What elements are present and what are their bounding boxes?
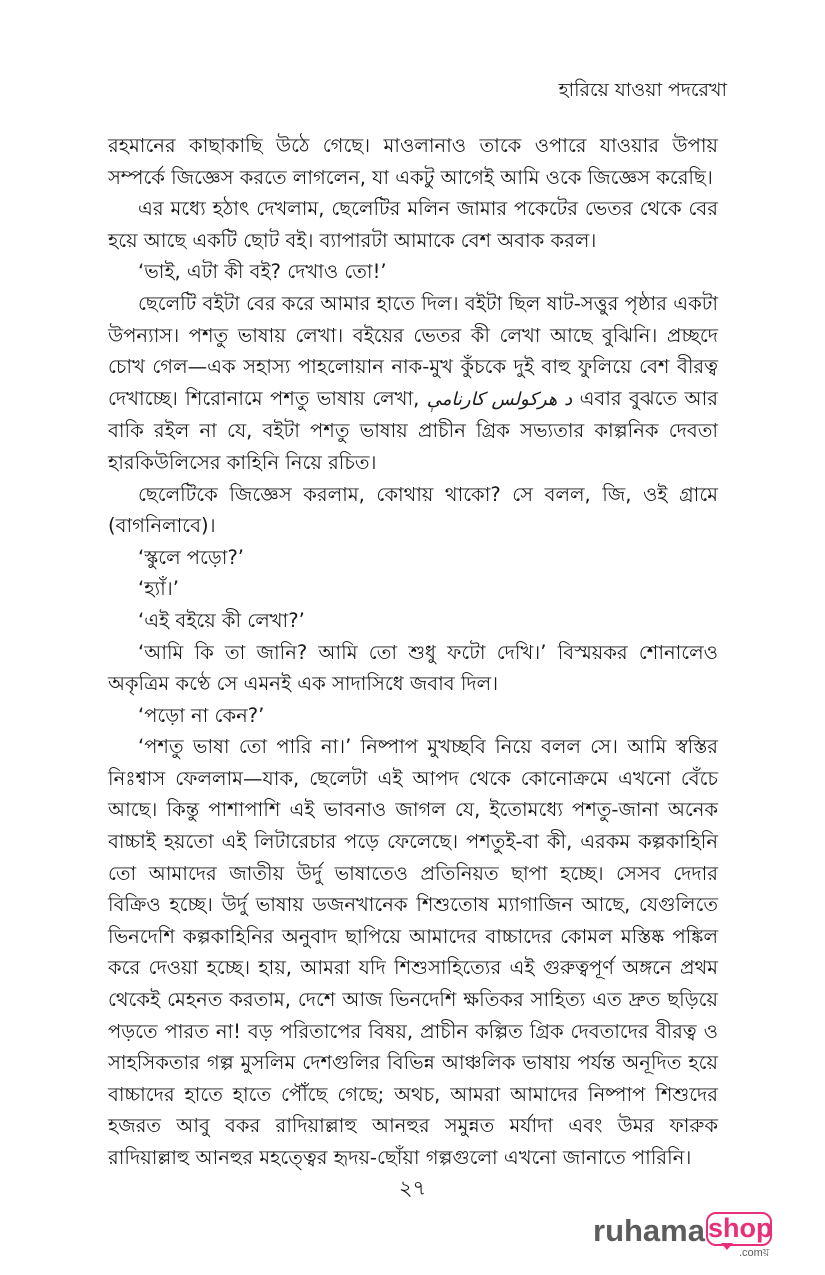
page-number: ২৭ xyxy=(398,1176,427,1200)
paragraph-7: ‘হ্যাঁ।’ xyxy=(138,577,179,601)
paragraph-11: ‘পশতু ভাষা তো পারি না।’ নিষ্পাপ মুখচ্ছবি নিয়ে বলল সে। আমি স্বস্তির নিঃশ্বাস ফেললাম—যাক, ছেলেটা এই আপদ থেকে কোনোক্রমে এখনো বেঁচে আছে। কিন্তু পাশাপাশি এই ভাবনাও জাগল যে, ইতোমধ্যে পশতু-জানা অনেক বাচ্চাই হয়তো এই লিটারেচার পড়ে ফেলেছে। পশতুই-বা কী, এরকম কল্পকাহিনি তো আমাদের জাতীয় উর্দু ভাষাতেও প্রতিনিয়ত ছাপা হচ্ছে। সেসব দেদার বিক্রিও হচ্ছে। উর্দু ভাষায় ডজনখানেক শিশুতোষ ম্যাগাজিন আছে, যেগুলিতে ভিনদেশি কল্পকাহিনির অনুবাদ ছাপিয়ে আমাদের বাচ্চাদের কোমল মস্তিষ্ক পঙ্কিল করে দেওয়া হচ্ছে। হায়, আমরা যদি শিশুসাহিত্যের এই গুরুত্বপূর্ণ অঙ্গনে প্রথম থেকেই মেহনত করতাম, দেশে আজ ভিনদেশি ক্ষতিকর সাহিত্য এত দ্রুত ছড়িয়ে পড়তে পারত না! বড় পরিতাপের বিষয়, প্রাচীন কল্পিত গ্রিক দেবতাদের বীরত্ব ও সাহসিকতার গল্প মুসলিম দেশগুলির বিভিন্ন আঞ্চলিক ভাষায় পর্যন্ত অনূদিত হয়ে বাচ্চাদের হাতে হাতে পৌঁছে গেছে; অথচ, আমরা আমাদের নিষ্পাপ শিশুদের হজরত আবু বকর রাদিয়াল্লাহু আনহুর সমুন্নত মর্যাদা এবং উমর ফারুক রাদিয়াল্লাহু আনহুর মহত্ত্বের হৃদয়-ছোঁয়া গল্পগুলো এখনো জানাতে পারিনি। xyxy=(108,735,718,1169)
paragraph-1: রহমানের কাছাকাছি উঠে গেছে। মাওলানাও তাকে ওপারে যাওয়ার উপায় সম্পর্কে জিজ্ঞেস করতে লাগলেন, যা একটু আগেই আমি ওকে জিজ্ঞেস করেছি। xyxy=(108,134,718,189)
logo-text-shop-bubble: shop xyxy=(706,1212,772,1246)
body-text xyxy=(108,130,718,1174)
paragraph-3: ‘ভাই, এটা কী বই? দেখাও তো!’ xyxy=(138,260,387,284)
paragraph-5: ছেলেটিকে জিজ্ঞেস করলাম, কোথায় থাকো? সে বলল, জি, ওই গ্রামে (বাগনিলাবে)। xyxy=(108,482,718,538)
pashto-book-title: د هرکولس کارنامې xyxy=(426,388,573,410)
paragraph-6: ‘স্কুলে পড়ো?’ xyxy=(138,545,245,569)
paragraph-8: ‘এই বইয়ে কী লেখা?’ xyxy=(138,608,305,632)
paragraph-2: এর মধ্যে হঠাৎ দেখলাম, ছেলেটির মলিন জামার পকেটের ভেতর থেকে বের হয়ে আছে একটি ছোট বই। ব্যাপারটা আমাকে বেশ অবাক করল। xyxy=(108,197,718,252)
logo-text-ruhama: ruhama xyxy=(593,1213,705,1248)
running-header: হারিয়ে যাওয়া পদরেখা xyxy=(558,79,727,101)
paragraph-10: ‘পড়ো না কেন?’ xyxy=(138,703,265,727)
paragraph-4-part-2: এবার বুঝতে আর বাকি রইল না যে, বইটা পশতু ভাষায় প্রাচীন গ্রিক সভ্যতার কাল্পনিক দেবতা হারকিউলিসের কাহিনি নিয়ে রচিত। xyxy=(108,386,718,474)
paragraph-4 xyxy=(108,288,718,479)
paragraph-4-part-1: ছেলেটি বইটা বের করে আমার হাতে দিল। বইটা ছিল ষাট-সত্তুর পৃষ্ঠার একটা উপন্যাস। পশতু ভাষায় লেখা। বইয়ের ভেতর কী লেখা আছে বুঝিনি। প্রচ্ছদে চোখ গেল—এক সহাস্য পাহলোয়ান নাক-মুখ কুঁচকে দুই বাহু ফুলিয়ে বেশ বীরত্ব দেখাচ্ছে। শিরোনামে পশতু ভাষায় লেখা, xyxy=(108,291,718,410)
ruhamashop-logo xyxy=(593,1210,783,1258)
paragraph-9: ‘আমি কি তা জানি? আমি তো শুধু ফটো দেখি।’ বিস্ময়কর শোনালেও অকৃত্রিম কণ্ঠে সে এমনই এক সাদাসিধে জবাব দিল। xyxy=(108,640,718,696)
speech-bubble-tail-icon xyxy=(721,1243,733,1250)
logo-text-domain: .comয় xyxy=(739,1247,770,1259)
